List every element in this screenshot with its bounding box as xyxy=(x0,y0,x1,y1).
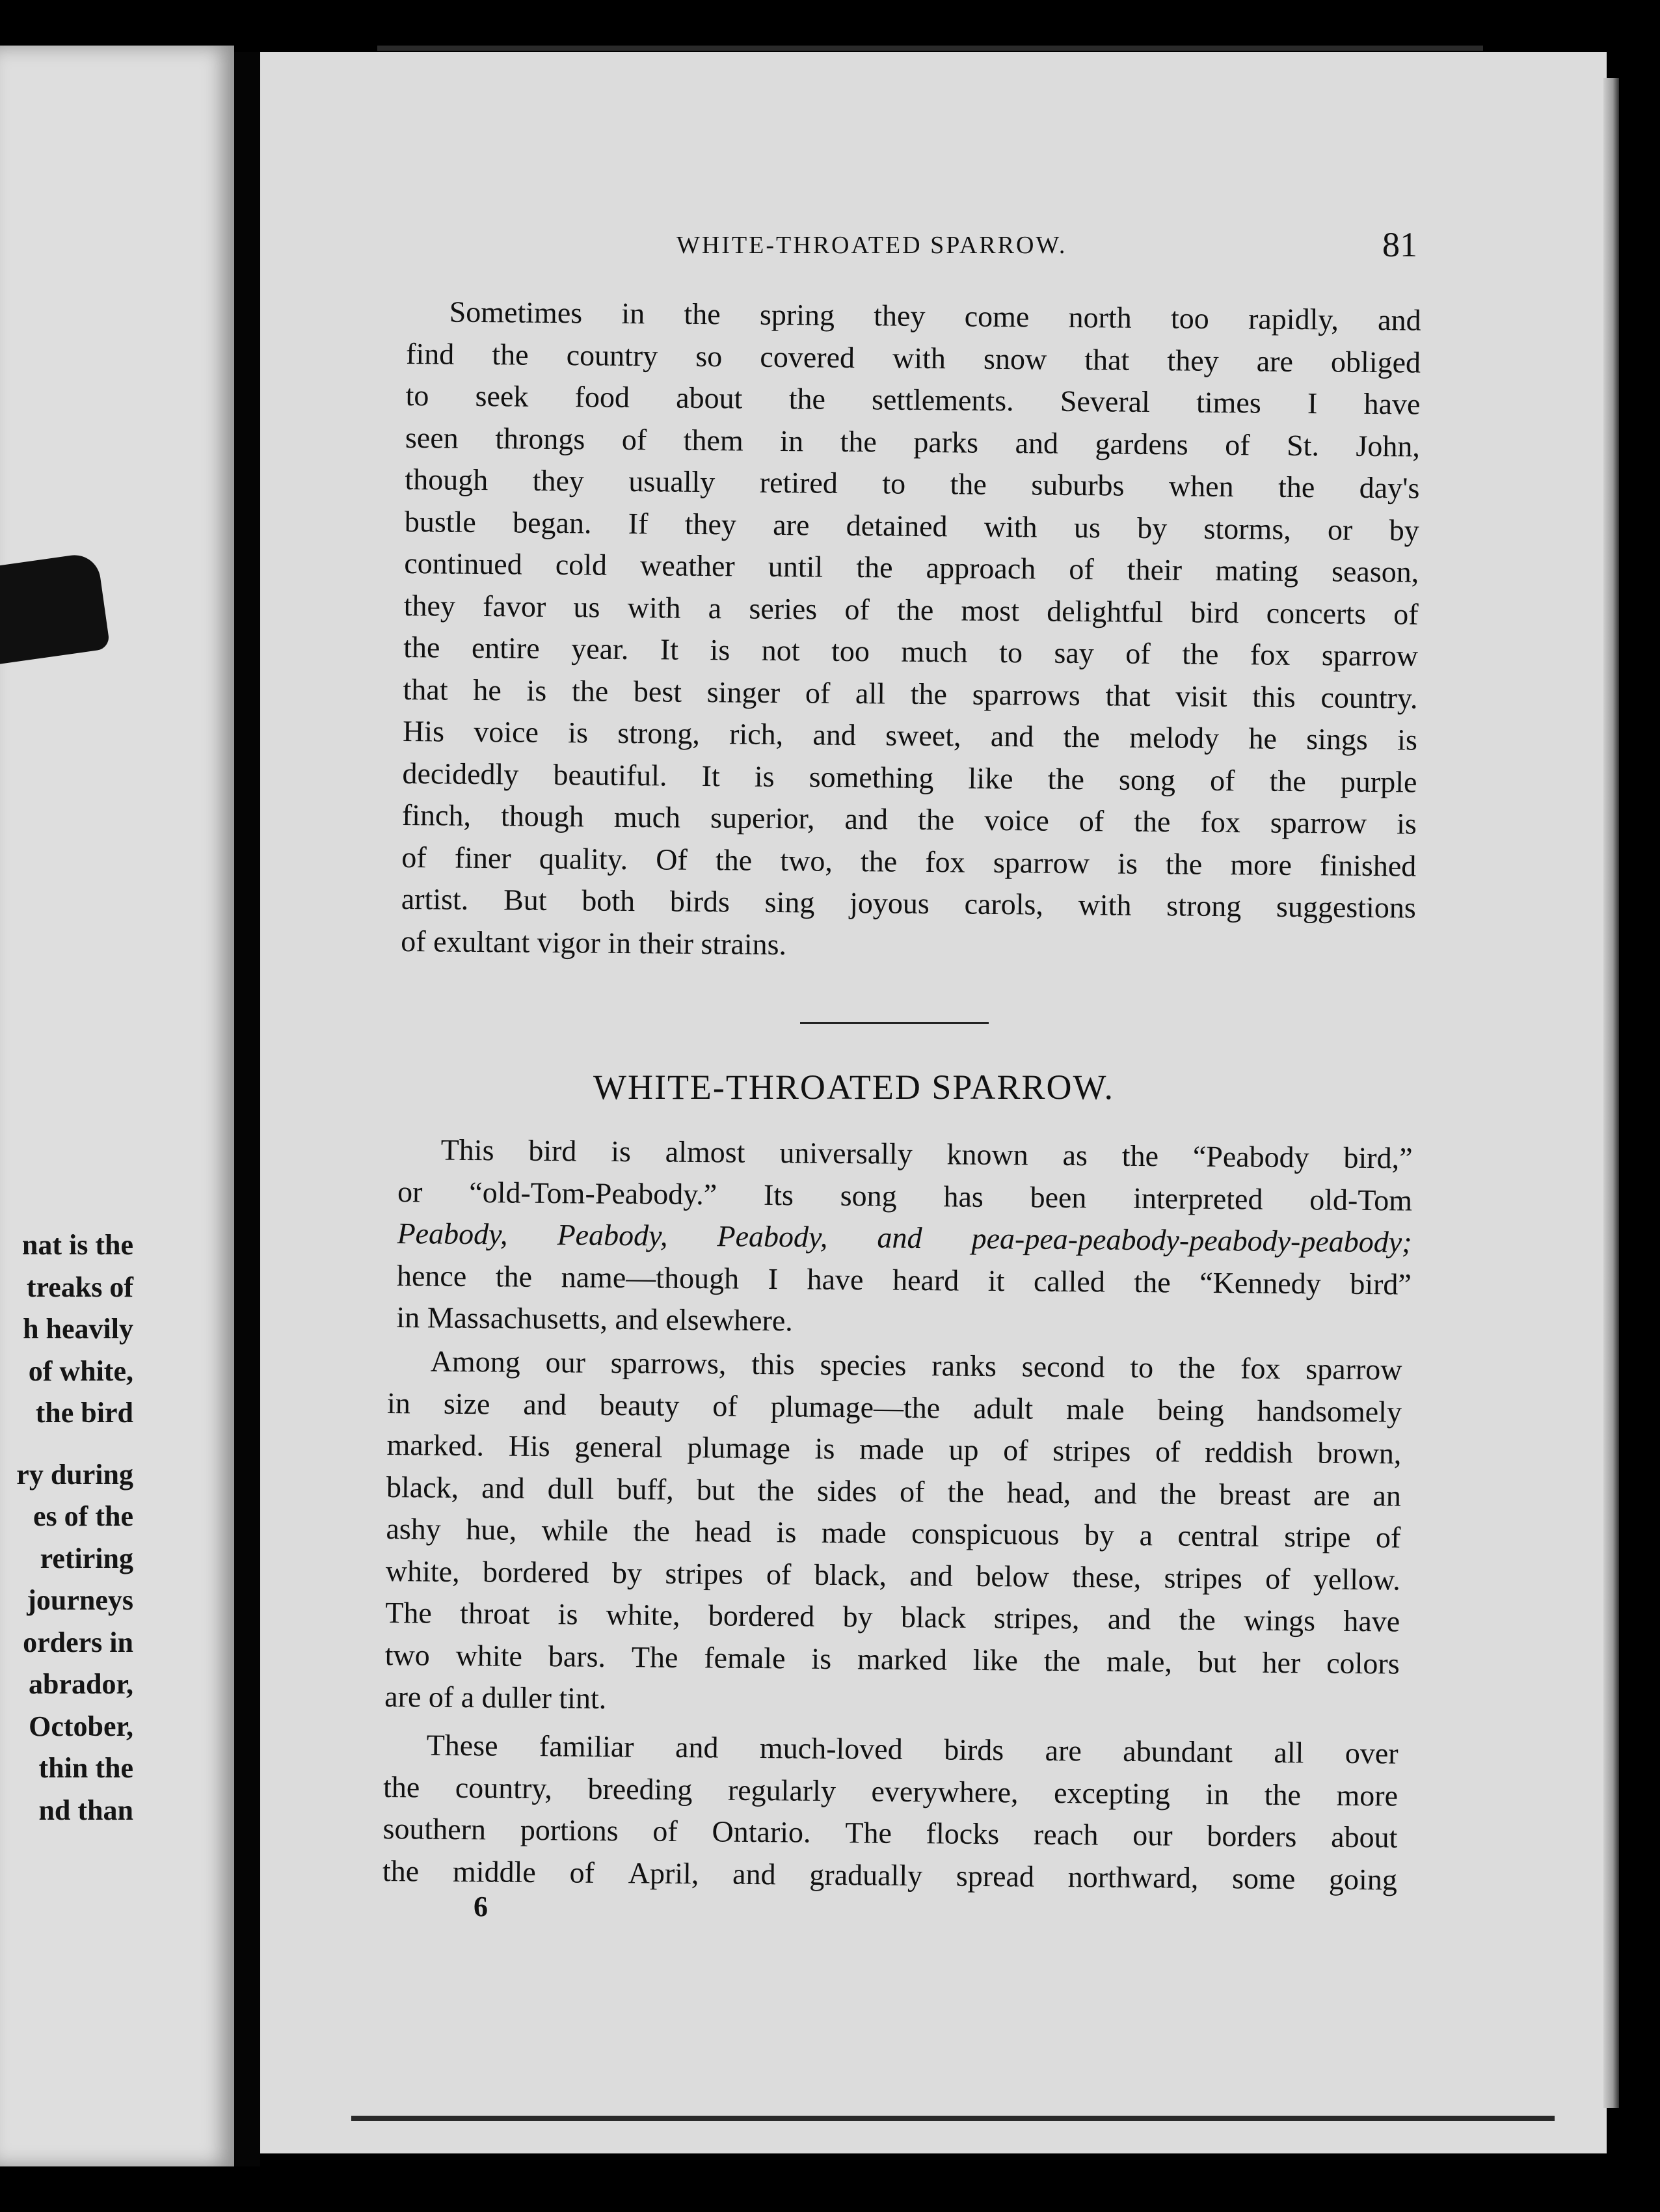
text-line: in size and beauty of plumage—the adult male being handsomely xyxy=(386,1386,1402,1429)
text-line: continued cold weather until the approach of their mating season, xyxy=(404,546,1419,589)
text-line: the country, breeding regularly everywhere, excepting in the more xyxy=(382,1770,1399,1813)
text-line: This bird is almost universally known as the “Peabody bird,” xyxy=(440,1133,1413,1175)
text-line: Sometimes in the spring they come north too rapidly, and xyxy=(449,295,1421,337)
paragraph-fox-sparrow xyxy=(401,291,1421,971)
text-line: black, and dull buff, but the sides of the head, and the breast are an xyxy=(386,1470,1402,1513)
text-line: seen throngs of them in the parks and gardens of St. John, xyxy=(405,420,1421,463)
text-line: His voice is strong, rich, and sweet, and the melody he sings is xyxy=(402,714,1418,757)
left-line: h heavily xyxy=(23,1313,133,1345)
page-edge xyxy=(1603,78,1619,2108)
text-line: of finer quality. Of the two, the fox sparrow is the more finished xyxy=(401,840,1417,883)
text-line: in Massachusetts, and elsewhere. xyxy=(396,1300,794,1338)
running-head: WHITE-THROATED SPARROW. xyxy=(676,232,1067,259)
text-line: to seek food about the settlements. Several times I have xyxy=(405,378,1421,421)
text-line-italic: Peabody, Peabody, Peabody, and pea-pea-peabody-peabody-peabody; xyxy=(397,1216,1412,1259)
text-line: though they usually retired to the suburbs when the day's xyxy=(405,462,1420,505)
text-line: two white bars. The female is marked like the male, but her colors xyxy=(384,1638,1400,1680)
paragraph-distribution xyxy=(382,1724,1399,1901)
text-line: decidedly beautiful. It is something like the song of the purple xyxy=(402,756,1417,799)
text-line: These familiar and much-loved birds are abundant all over xyxy=(426,1728,1399,1770)
left-line: orders in xyxy=(23,1626,133,1658)
left-line: nat is the xyxy=(21,1229,133,1261)
text-line: artist. But both birds sing joyous carols, with strong suggestions xyxy=(401,882,1416,924)
left-line: of white, xyxy=(28,1355,133,1387)
book-gutter xyxy=(234,52,260,2166)
text-line: that he is the best singer of all the sparrows that visit this country. xyxy=(403,672,1418,715)
text-line: find the country so covered with snow that they are obliged xyxy=(405,336,1421,379)
text-line: the middle of April, and gradually spread northward, some going xyxy=(382,1854,1398,1896)
text-line: white, bordered by stripes of black, and below these, stripes of yellow. xyxy=(385,1554,1400,1597)
ink-smudge xyxy=(0,552,111,665)
text-line: of exultant vigor in their strains. xyxy=(401,924,787,961)
text-line: The throat is white, bordered by black stripes, and the wings have xyxy=(385,1595,1400,1638)
paragraph-peabody xyxy=(396,1129,1413,1347)
section-divider xyxy=(800,1022,989,1024)
left-line: October, xyxy=(29,1710,133,1742)
text-line: or “old-Tom-Peabody.” Its song has been interpreted old-Tom xyxy=(397,1174,1413,1217)
left-line: journeys xyxy=(27,1584,133,1616)
signature-mark: 6 xyxy=(474,1891,488,1922)
top-edge-rule xyxy=(377,46,1483,51)
page-number: 81 xyxy=(1382,225,1417,264)
facing-page-left xyxy=(0,46,234,2166)
left-line: es of the xyxy=(33,1500,133,1532)
text-line: are of a duller tint. xyxy=(384,1679,607,1715)
text-line: Among our sparrows, this species ranks second to the fox sparrow xyxy=(430,1344,1402,1386)
left-gap xyxy=(0,1435,133,1454)
left-line: ry during xyxy=(16,1458,133,1490)
left-page-text xyxy=(0,1224,133,1831)
text-line: finch, though much superior, and the voice of the fox sparrow is xyxy=(401,798,1417,841)
bottom-edge-rule xyxy=(351,2116,1555,2121)
text-line: the entire year. It is not too much to say of the fox sparrow xyxy=(403,630,1419,673)
text-line: bustle began. If they are detained with us by storms, or by xyxy=(404,504,1419,547)
text-line: ashy hue, while the head is made conspicuous by a central stripe of xyxy=(386,1511,1401,1554)
left-line: the bird xyxy=(35,1397,133,1429)
text-line: southern portions of Ontario. The flocks reach our borders about xyxy=(382,1811,1398,1854)
text-line: hence the name—though I have heard it called the “Kennedy bird” xyxy=(396,1258,1412,1301)
text-line: they favor us with a series of the most delightful bird concerts of xyxy=(403,588,1419,631)
left-line: nd than xyxy=(38,1794,133,1826)
text-line: marked. His general plumage is made up of stripes of reddish brown, xyxy=(386,1427,1402,1470)
section-title: WHITE-THROATED SPARROW. xyxy=(593,1068,1115,1107)
left-line: retiring xyxy=(40,1542,133,1574)
left-line: thin the xyxy=(38,1752,133,1784)
left-line: treaks of xyxy=(26,1271,133,1303)
left-line: abrador, xyxy=(29,1668,133,1700)
paragraph-plumage xyxy=(384,1340,1402,1727)
